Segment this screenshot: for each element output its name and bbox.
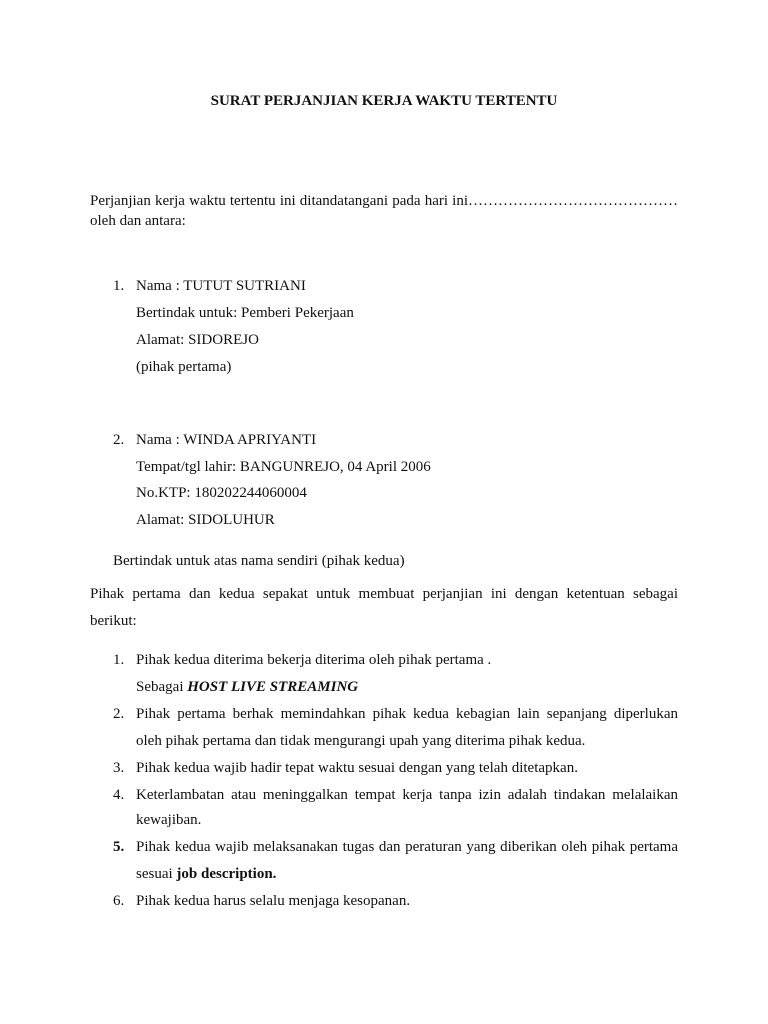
term-1-emphasis: HOST LIVE STREAMING [187, 679, 359, 695]
term-5-prefix: sesuai [136, 866, 177, 882]
agreement-intro-line-2: berikut: [90, 613, 137, 629]
party2-number: 2. [113, 432, 125, 448]
party2-birth: Tempat/tgl lahir: BANGUNREJO, 04 April 2006 [136, 459, 431, 475]
term-2-line-1: Pihak pertama berhak memindahkan pihak kedua kebagian lain sepanjang diperlukan [136, 706, 678, 722]
agreement-intro-line-1: Pihak pertama dan kedua sepakat untuk membuat perjanjian ini dengan ketentuan sebagai [90, 586, 678, 602]
party1-number: 1. [113, 278, 125, 294]
term-5-number: 5. [113, 839, 125, 855]
party1-address: Alamat: SIDOREJO [136, 332, 259, 348]
party1-name: Nama : TUTUT SUTRIANI [136, 278, 306, 294]
intro-paragraph [90, 191, 678, 231]
term-6-line-1: Pihak kedua harus selalu menjaga kesopanan. [136, 893, 411, 909]
term-1-number: 1. [113, 652, 125, 668]
party2-address: Alamat: SIDOLUHUR [136, 512, 275, 528]
term-4-line-2: kewajiban. [136, 812, 202, 828]
intro-line-2: oleh dan antara: [90, 213, 186, 229]
term-1-prefix: Sebagai [136, 679, 188, 695]
term-6-number: 6. [113, 893, 125, 909]
term-4-number: 4. [113, 787, 125, 803]
term-5-line-1: Pihak kedua wajib melaksanakan tugas dan peraturan yang diberikan oleh pihak pertama [136, 839, 678, 855]
term-4-line-1: Keterlambatan atau meninggalkan tempat kerja tanpa izin adalah tindakan melalaikan [136, 787, 678, 803]
party2-acting: Bertindak untuk atas nama sendiri (pihak kedua) [113, 553, 405, 569]
term-5-line-2 [136, 866, 276, 883]
term-5-emphasis: job description. [176, 866, 277, 882]
party2-name: Nama : WINDA APRIYANTI [136, 432, 317, 448]
intro-line-1: Perjanjian kerja waktu tertentu ini ditandatangani pada hari ini…………………………………… [90, 193, 678, 209]
term-2-line-2: oleh pihak pertama dan tidak mengurangi upah yang diterima pihak kedua. [136, 733, 586, 749]
term-3-number: 3. [113, 760, 125, 776]
party1-role: Bertindak untuk: Pemberi Pekerjaan [136, 305, 354, 321]
term-1-line-1: Pihak kedua diterima bekerja diterima oleh pihak pertama . [136, 652, 492, 668]
term-3-line-1: Pihak kedua wajib hadir tepat waktu sesuai dengan yang telah ditetapkan. [136, 760, 578, 776]
party1-label: (pihak pertama) [136, 359, 232, 375]
term-1-line-2 [136, 679, 358, 696]
term-2-number: 2. [113, 706, 125, 722]
party2-ktp: No.KTP: 180202244060004 [136, 485, 307, 501]
document-title: SURAT PERJANJIAN KERJA WAKTU TERTENTU [210, 93, 558, 109]
